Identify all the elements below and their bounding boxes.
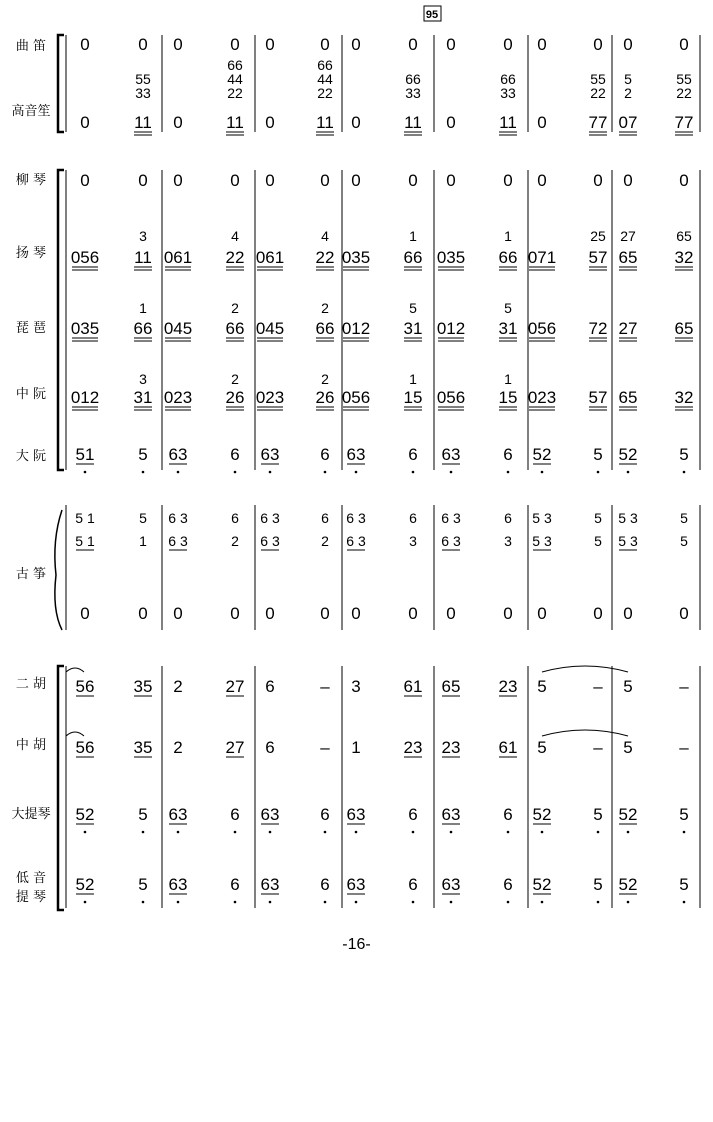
instrument-label-gaoyinsheng: 高音笙: [11, 104, 51, 119]
datiqin-octave-dot-12: [627, 831, 630, 834]
qudi-note-2: 0: [173, 35, 183, 54]
yangqin_upper-note-12: 27: [620, 228, 636, 244]
zhongruan_upper-note-5: 2: [321, 371, 329, 387]
diyin-octave-dot-9: [507, 901, 510, 904]
erhu-note-11: –: [593, 677, 603, 696]
pipa-note-13: 65: [674, 319, 694, 338]
zhonghu-note-7: 23: [403, 738, 423, 757]
pipa-note-7: 31: [403, 319, 423, 338]
qudi-note-13: 0: [679, 35, 689, 54]
qudi-note-8: 0: [446, 35, 456, 54]
liuqin-note-8: 0: [446, 171, 456, 190]
rehearsal-mark: 95: [425, 9, 439, 21]
yangqin-note-5: 22: [315, 248, 335, 267]
erhu-note-12: 5: [623, 677, 633, 696]
datiqin-note-11: 5: [593, 805, 603, 824]
gaoyinsheng-chord-9-1: 33: [500, 85, 516, 101]
gaoyinsheng-chord-13-1: 22: [676, 85, 692, 101]
guzheng_top-note-9: 6: [504, 510, 512, 526]
yangqin-note-10: 071: [527, 248, 557, 267]
guzheng_mid-note-11: 5: [594, 533, 602, 549]
pipa-note-12: 27: [618, 319, 638, 338]
zhongruan-note-12: 65: [618, 388, 638, 407]
datiqin-note-12: 52: [618, 805, 638, 824]
diyin-note-13: 5: [679, 875, 689, 894]
datiqin-note-6: 63: [346, 805, 366, 824]
instrument-label-datiqin: 大提琴: [11, 807, 51, 822]
diyin-octave-dot-4: [269, 901, 272, 904]
yangqin-note-8: 035: [436, 248, 466, 267]
diyin-octave-dot-8: [450, 901, 453, 904]
diyin-octave-dot-2: [177, 901, 180, 904]
erhu-note-3: 27: [225, 677, 245, 696]
erhu-pickup-tie: [66, 668, 84, 672]
pipa_upper-note-3: 2: [231, 300, 239, 316]
gaoyinsheng-chord-11-0: 55: [590, 71, 606, 87]
datiqin-note-3: 6: [230, 805, 240, 824]
bracket-winds: [58, 35, 64, 132]
yangqin-note-12: 65: [618, 248, 638, 267]
guzheng_mid-note-3: 2: [231, 533, 239, 549]
guzheng_mid-note-13: 5: [680, 533, 688, 549]
daruan-octave-dot-7: [412, 471, 415, 474]
daruan-octave-dot-3: [234, 471, 237, 474]
guzheng_mid-note-4: 6 3: [260, 533, 280, 549]
datiqin-octave-dot-6: [355, 831, 358, 834]
daruan-octave-dot-2: [177, 471, 180, 474]
diyin-note-1: 5: [138, 875, 148, 894]
liuqin-note-6: 0: [351, 171, 361, 190]
brace-guzheng: [55, 510, 62, 630]
diyin-note-4: 63: [260, 875, 280, 894]
pipa-note-0: 035: [70, 319, 100, 338]
zhongruan-note-5: 26: [315, 388, 335, 407]
datiqin-octave-dot-0: [84, 831, 87, 834]
diyin-note-12: 52: [618, 875, 638, 894]
erhu-note-0: 56: [75, 677, 95, 696]
datiqin-octave-dot-2: [177, 831, 180, 834]
zhonghu-note-9: 61: [498, 738, 518, 757]
gaoyinsheng-chord-12-0: 5: [624, 71, 632, 87]
guzheng_low-note-13: 0: [679, 604, 689, 623]
zhongruan-note-0: 012: [70, 388, 100, 407]
daruan-note-5: 6: [320, 445, 330, 464]
gaoyinsheng-chord-3-1: 44: [227, 71, 243, 87]
guzheng_low-note-2: 0: [173, 604, 183, 623]
liuqin-note-1: 0: [138, 171, 148, 190]
gaoyinsheng-chord-7-0: 66: [405, 71, 421, 87]
gaoyinsheng-chord-12-1: 2: [624, 85, 632, 101]
qudi-note-6: 0: [351, 35, 361, 54]
qudi-note-1: 0: [138, 35, 148, 54]
guzheng_low-note-4: 0: [265, 604, 275, 623]
erhu-note-4: 6: [265, 677, 275, 696]
instrument-label-pipa: 琵 琶: [15, 321, 47, 336]
zhonghu-note-10: 5: [537, 738, 547, 757]
instrument-label-diyin_1: 低 音: [15, 871, 47, 886]
guzheng_mid-note-1: 1: [139, 533, 147, 549]
liuqin-note-7: 0: [408, 171, 418, 190]
instrument-label-yangqin: 扬 琴: [15, 246, 47, 261]
guzheng_low-note-11: 0: [593, 604, 603, 623]
yangqin_upper-note-7: 1: [409, 228, 417, 244]
diyin-note-5: 6: [320, 875, 330, 894]
liuqin-note-9: 0: [503, 171, 513, 190]
daruan-octave-dot-10: [541, 471, 544, 474]
instrument-label-guzheng: 古 筝: [15, 567, 47, 582]
erhu-note-9: 23: [498, 677, 518, 696]
yangqin-note-1: 11: [134, 248, 152, 267]
erhu-note-5: –: [320, 677, 330, 696]
datiqin-octave-dot-13: [683, 831, 686, 834]
diyin-octave-dot-6: [355, 901, 358, 904]
yangqin-note-7: 66: [403, 248, 423, 267]
zhongruan-note-13: 32: [674, 388, 694, 407]
daruan-note-13: 5: [679, 445, 689, 464]
instrument-label-zhongruan: 中 阮: [15, 387, 47, 402]
daruan-note-10: 52: [532, 445, 552, 464]
zhongruan_upper-note-9: 1: [504, 371, 512, 387]
daruan-octave-dot-1: [142, 471, 145, 474]
gaoyinsheng_low-note-12: 07: [618, 113, 638, 132]
bracket-bowed: [58, 666, 64, 910]
datiqin-octave-dot-5: [324, 831, 327, 834]
datiqin-octave-dot-4: [269, 831, 272, 834]
guzheng_top-note-3: 6: [231, 510, 239, 526]
guzheng_top-note-13: 5: [680, 510, 688, 526]
datiqin-note-0: 52: [75, 805, 95, 824]
gaoyinsheng_low-note-8: 0: [446, 113, 456, 132]
qudi-note-5: 0: [320, 35, 330, 54]
instrument-label-daruan: 大 阮: [15, 449, 47, 464]
zhongruan-note-6: 056: [341, 388, 371, 407]
zhongruan-note-8: 056: [436, 388, 466, 407]
liuqin-note-13: 0: [679, 171, 689, 190]
pipa-note-4: 045: [255, 319, 285, 338]
qudi-note-11: 0: [593, 35, 603, 54]
guzheng_mid-note-0: 5 1: [75, 533, 95, 549]
guzheng_mid-note-7: 3: [409, 533, 417, 549]
erhu-note-2: 2: [173, 677, 183, 696]
pipa-note-1: 66: [133, 319, 153, 338]
liuqin-note-2: 0: [173, 171, 183, 190]
datiqin-note-2: 63: [168, 805, 188, 824]
zhonghu-note-6: 1: [351, 738, 361, 757]
gaoyinsheng_low-note-5: 11: [316, 113, 334, 132]
guzheng_top-note-8: 6 3: [441, 510, 461, 526]
daruan-note-0: 51: [75, 445, 95, 464]
guzheng_mid-note-2: 6 3: [168, 533, 188, 549]
guzheng_mid-note-12: 5 3: [618, 533, 638, 549]
guzheng_mid-note-8: 6 3: [441, 533, 461, 549]
qudi-note-7: 0: [408, 35, 418, 54]
gaoyinsheng_low-note-7: 11: [404, 113, 422, 132]
pipa_upper-note-9: 5: [504, 300, 512, 316]
datiqin-note-8: 63: [441, 805, 461, 824]
gaoyinsheng-chord-7-1: 33: [405, 85, 421, 101]
gaoyinsheng_low-note-1: 11: [134, 113, 152, 132]
datiqin-note-9: 6: [503, 805, 513, 824]
liuqin-note-0: 0: [80, 171, 90, 190]
pipa-note-3: 66: [225, 319, 245, 338]
diyin-octave-dot-0: [84, 901, 87, 904]
datiqin-note-4: 63: [260, 805, 280, 824]
gaoyinsheng-chord-1-1: 33: [135, 85, 151, 101]
diyin-note-10: 52: [532, 875, 552, 894]
zhongruan-note-4: 023: [255, 388, 285, 407]
qudi-note-9: 0: [503, 35, 513, 54]
daruan-note-6: 63: [346, 445, 366, 464]
zhonghu-note-11: –: [593, 738, 603, 757]
diyin-octave-dot-1: [142, 901, 145, 904]
yangqin-note-11: 57: [588, 248, 608, 267]
daruan-note-12: 52: [618, 445, 638, 464]
pipa-note-10: 056: [527, 319, 557, 338]
guzheng_top-note-2: 6 3: [168, 510, 188, 526]
pipa-note-6: 012: [341, 319, 371, 338]
zhonghu-note-5: –: [320, 738, 330, 757]
daruan-octave-dot-13: [683, 471, 686, 474]
gaoyinsheng-chord-11-1: 22: [590, 85, 606, 101]
instrument-label-liuqin: 柳 琴: [15, 173, 47, 188]
pipa-note-8: 012: [436, 319, 466, 338]
erhu-note-1: 35: [133, 677, 153, 696]
daruan-note-7: 6: [408, 445, 418, 464]
daruan-note-2: 63: [168, 445, 188, 464]
pipa-note-9: 31: [498, 319, 518, 338]
zhonghu-note-4: 6: [265, 738, 275, 757]
daruan-note-9: 6: [503, 445, 513, 464]
diyin-note-6: 63: [346, 875, 366, 894]
zhongruan-note-9: 15: [498, 388, 518, 407]
zhonghu-note-2: 2: [173, 738, 183, 757]
diyin-octave-dot-11: [597, 901, 600, 904]
zhongruan_upper-note-3: 2: [231, 371, 239, 387]
daruan-octave-dot-5: [324, 471, 327, 474]
diyin-octave-dot-12: [627, 901, 630, 904]
diyin-octave-dot-5: [324, 901, 327, 904]
gaoyinsheng-chord-3-2: 22: [227, 85, 243, 101]
datiqin-note-1: 5: [138, 805, 148, 824]
gaoyinsheng_low-note-10: 0: [537, 113, 547, 132]
daruan-note-8: 63: [441, 445, 461, 464]
diyin-octave-dot-7: [412, 901, 415, 904]
gaoyinsheng-chord-9-0: 66: [500, 71, 516, 87]
gaoyinsheng_low-note-3: 11: [226, 113, 244, 132]
page-number: -16-: [342, 936, 371, 953]
zhonghu-note-13: –: [679, 738, 689, 757]
guzheng_low-note-12: 0: [623, 604, 633, 623]
pipa_upper-note-5: 2: [321, 300, 329, 316]
daruan-octave-dot-4: [269, 471, 272, 474]
instrument-label-zhonghu: 中 胡: [15, 738, 47, 753]
gaoyinsheng-chord-13-0: 55: [676, 71, 692, 87]
guzheng_low-note-6: 0: [351, 604, 361, 623]
guzheng_low-note-7: 0: [408, 604, 418, 623]
guzheng_low-note-3: 0: [230, 604, 240, 623]
gaoyinsheng-chord-5-1: 44: [317, 71, 333, 87]
erhu-note-10: 5: [537, 677, 547, 696]
daruan-note-1: 5: [138, 445, 148, 464]
daruan-note-3: 6: [230, 445, 240, 464]
guzheng_top-note-4: 6 3: [260, 510, 280, 526]
zhongruan-note-2: 023: [163, 388, 193, 407]
yangqin-note-0: 056: [70, 248, 100, 267]
gaoyinsheng_low-note-13: 77: [674, 113, 694, 132]
qudi-note-0: 0: [80, 35, 90, 54]
zhongruan-note-3: 26: [225, 388, 245, 407]
daruan-octave-dot-12: [627, 471, 630, 474]
pipa-note-5: 66: [315, 319, 335, 338]
instrument-label-diyin_2: 提 琴: [15, 890, 47, 905]
guzheng_top-note-6: 6 3: [346, 510, 366, 526]
guzheng_top-note-7: 6: [409, 510, 417, 526]
diyin-note-11: 5: [593, 875, 603, 894]
zhonghu-note-8: 23: [441, 738, 461, 757]
daruan-octave-dot-0: [84, 471, 87, 474]
datiqin-octave-dot-7: [412, 831, 415, 834]
gaoyinsheng_low-note-11: 77: [588, 113, 608, 132]
bracket-plucked: [58, 170, 64, 470]
gaoyinsheng-chord-1-0: 55: [135, 71, 151, 87]
pipa-note-11: 72: [588, 319, 608, 338]
liuqin-note-4: 0: [265, 171, 275, 190]
diyin-octave-dot-10: [541, 901, 544, 904]
gaoyinsheng_low-note-6: 0: [351, 113, 361, 132]
yangqin_upper-note-13: 65: [676, 228, 692, 244]
liuqin-note-12: 0: [623, 171, 633, 190]
yangqin_upper-note-5: 4: [321, 228, 329, 244]
daruan-octave-dot-8: [450, 471, 453, 474]
datiqin-note-10: 52: [532, 805, 552, 824]
erhu-tie: [542, 666, 628, 672]
daruan-octave-dot-9: [507, 471, 510, 474]
yangqin_upper-note-11: 25: [590, 228, 606, 244]
guzheng_top-note-12: 5 3: [618, 510, 638, 526]
diyin-note-3: 6: [230, 875, 240, 894]
erhu-note-8: 65: [441, 677, 461, 696]
liuqin-note-3: 0: [230, 171, 240, 190]
daruan-note-4: 63: [260, 445, 280, 464]
yangqin_upper-note-9: 1: [504, 228, 512, 244]
zhongruan-note-10: 023: [527, 388, 557, 407]
diyin-note-2: 63: [168, 875, 188, 894]
guzheng_mid-note-10: 5 3: [532, 533, 552, 549]
yangqin-note-3: 22: [225, 248, 245, 267]
guzheng_low-note-10: 0: [537, 604, 547, 623]
qudi-note-4: 0: [265, 35, 275, 54]
zhongruan-note-7: 15: [403, 388, 423, 407]
guzheng_top-note-10: 5 3: [532, 510, 552, 526]
yangqin-note-2: 061: [163, 248, 193, 267]
liuqin-note-10: 0: [537, 171, 547, 190]
guzheng_low-note-1: 0: [138, 604, 148, 623]
datiqin-octave-dot-11: [597, 831, 600, 834]
guzheng_low-note-9: 0: [503, 604, 513, 623]
diyin-octave-dot-13: [683, 901, 686, 904]
erhu-note-13: –: [679, 677, 689, 696]
datiqin-note-13: 5: [679, 805, 689, 824]
zhonghu-note-1: 35: [133, 738, 153, 757]
zhongruan_upper-note-7: 1: [409, 371, 417, 387]
yangqin-note-6: 035: [341, 248, 371, 267]
yangqin_upper-note-3: 4: [231, 228, 239, 244]
daruan-octave-dot-6: [355, 471, 358, 474]
gaoyinsheng_low-note-9: 11: [499, 113, 517, 132]
liuqin-note-11: 0: [593, 171, 603, 190]
gaoyinsheng-chord-5-2: 22: [317, 85, 333, 101]
diyin-note-0: 52: [75, 875, 95, 894]
gaoyinsheng-chord-5-0: 66: [317, 57, 333, 73]
guzheng_top-note-1: 5: [139, 510, 147, 526]
guzheng_mid-note-9: 3: [504, 533, 512, 549]
guzheng_mid-note-5: 2: [321, 533, 329, 549]
guzheng_mid-note-6: 6 3: [346, 533, 366, 549]
yangqin-note-13: 32: [674, 248, 694, 267]
zhonghu-note-0: 56: [75, 738, 95, 757]
diyin-note-8: 63: [441, 875, 461, 894]
qudi-note-10: 0: [537, 35, 547, 54]
zhongruan_upper-note-1: 3: [139, 371, 147, 387]
daruan-note-11: 5: [593, 445, 603, 464]
guzheng_top-note-11: 5: [594, 510, 602, 526]
datiqin-octave-dot-10: [541, 831, 544, 834]
zhonghu-note-3: 27: [225, 738, 245, 757]
qudi-note-3: 0: [230, 35, 240, 54]
guzheng_low-note-0: 0: [80, 604, 90, 623]
yangqin-note-4: 061: [255, 248, 285, 267]
gaoyinsheng_low-note-0: 0: [80, 113, 90, 132]
daruan-octave-dot-11: [597, 471, 600, 474]
pipa_upper-note-7: 5: [409, 300, 417, 316]
yangqin-note-9: 66: [498, 248, 518, 267]
instrument-label-erhu: 二 胡: [15, 677, 47, 692]
guzheng_top-note-5: 6: [321, 510, 329, 526]
diyin-note-9: 6: [503, 875, 513, 894]
erhu-note-6: 3: [351, 677, 361, 696]
zhonghu-tie: [542, 730, 628, 736]
datiqin-octave-dot-8: [450, 831, 453, 834]
guzheng_top-note-0: 5 1: [75, 510, 95, 526]
qudi-note-12: 0: [623, 35, 633, 54]
diyin-note-7: 6: [408, 875, 418, 894]
gaoyinsheng_low-note-2: 0: [173, 113, 183, 132]
pipa_upper-note-1: 1: [139, 300, 147, 316]
gaoyinsheng-chord-3-0: 66: [227, 57, 243, 73]
liuqin-note-5: 0: [320, 171, 330, 190]
guzheng_low-note-5: 0: [320, 604, 330, 623]
zhonghu-pickup-tie: [66, 732, 84, 736]
guzheng_low-note-8: 0: [446, 604, 456, 623]
datiqin-octave-dot-3: [234, 831, 237, 834]
erhu-note-7: 61: [403, 677, 423, 696]
datiqin-octave-dot-9: [507, 831, 510, 834]
gaoyinsheng_low-note-4: 0: [265, 113, 275, 132]
zhonghu-note-12: 5: [623, 738, 633, 757]
instrument-label-qudi: 曲 笛: [15, 39, 47, 54]
pipa-note-2: 045: [163, 319, 193, 338]
datiqin-note-5: 6: [320, 805, 330, 824]
diyin-octave-dot-3: [234, 901, 237, 904]
datiqin-octave-dot-1: [142, 831, 145, 834]
zhongruan-note-1: 31: [133, 388, 153, 407]
yangqin_upper-note-1: 3: [139, 228, 147, 244]
zhongruan-note-11: 57: [588, 388, 608, 407]
datiqin-note-7: 6: [408, 805, 418, 824]
